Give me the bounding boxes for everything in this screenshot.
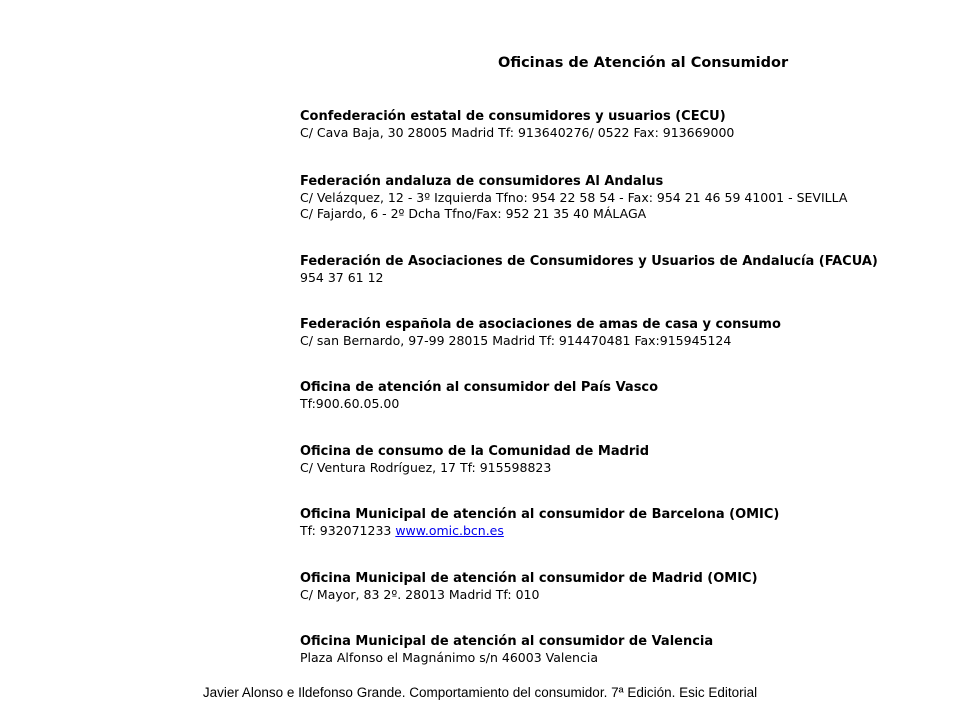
entry-name: Confederación estatal de consumidores y usuarios (CECU) bbox=[300, 109, 726, 124]
list-item-pais-vasco bbox=[300, 380, 658, 412]
entry-name: Federación andaluza de consumidores Al Andalus bbox=[300, 174, 664, 189]
list-item-omic-madrid bbox=[300, 571, 758, 603]
list-item-omic-valencia bbox=[300, 634, 713, 666]
list-item-amas-de-casa bbox=[300, 317, 781, 349]
list-item-al-andalus bbox=[300, 174, 847, 222]
list-item-comunidad-madrid bbox=[300, 444, 649, 476]
entry-address: C/ san Bernardo, 97-99 28015 Madrid Tf: 914470481 Fax:915945124 bbox=[300, 333, 732, 348]
entry-address: C/ Mayor, 83 2º. 28013 Madrid Tf: 010 bbox=[300, 587, 540, 602]
entry-name: Oficina Municipal de atención al consumidor de Madrid (OMIC) bbox=[300, 571, 758, 586]
source-citation: Javier Alonso e Ildefonso Grande. Comportamiento del consumidor. 7ª Edición. Esic Editorial bbox=[202, 685, 758, 700]
entry-address: C/ Ventura Rodríguez, 17 Tf: 915598823 bbox=[300, 460, 552, 475]
entry-phone: Tf:900.60.05.00 bbox=[300, 396, 400, 411]
entry-name: Oficina Municipal de atención al consumidor de Valencia bbox=[300, 634, 714, 649]
entry-name: Oficina Municipal de atención al consumidor de Barcelona (OMIC) bbox=[300, 507, 780, 522]
entry-name: Oficina de atención al consumidor del País Vasco bbox=[300, 380, 659, 395]
list-item-cecu bbox=[300, 109, 734, 141]
entry-name: Federación de Asociaciones de Consumidores y Usuarios de Andalucía (FACUA) bbox=[300, 254, 878, 269]
omic-barcelona-link[interactable]: www.omic.bcn.es bbox=[395, 523, 504, 538]
list-item-facua bbox=[300, 254, 878, 286]
entry-address: C/ Velázquez, 12 - 3º Izquierda Tfno: 954 22 58 54 - Fax: 954 21 46 59 41001 - SEVILLA bbox=[300, 190, 848, 205]
consumer-office-list bbox=[300, 0, 950, 680]
page-title: Oficinas de Atención al Consumidor bbox=[498, 55, 789, 71]
entry-phone: 954 37 61 12 bbox=[300, 270, 384, 285]
entry-name: Oficina de consumo de la Comunidad de Madrid bbox=[300, 444, 650, 459]
entry-address: Plaza Alfonso el Magnánimo s/n 46003 Valencia bbox=[300, 650, 598, 665]
entry-address: C/ Fajardo, 6 - 2º Dcha Tfno/Fax: 952 21 35 40 MÁLAGA bbox=[300, 206, 647, 221]
entry-contact bbox=[300, 523, 779, 539]
entry-phone: Tf: 932071233 bbox=[300, 523, 396, 538]
list-item-omic-barcelona bbox=[300, 507, 779, 539]
entry-name: Federación española de asociaciones de amas de casa y consumo bbox=[300, 317, 781, 332]
entry-address: C/ Cava Baja, 30 28005 Madrid Tf: 913640276/ 0522 Fax: 913669000 bbox=[300, 125, 735, 140]
